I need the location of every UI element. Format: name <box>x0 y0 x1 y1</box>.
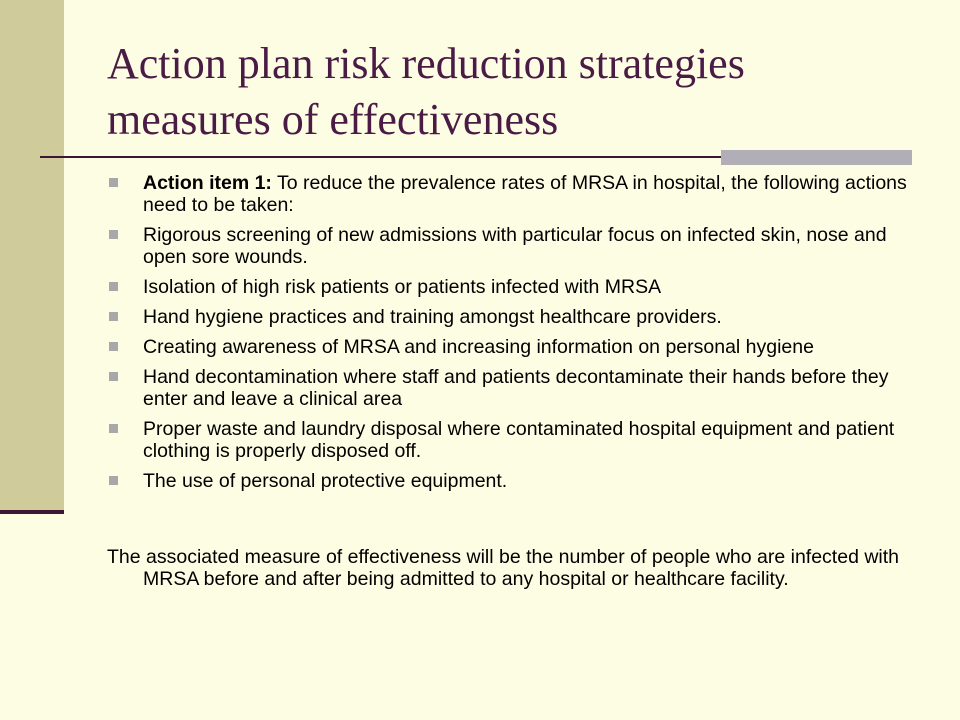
bullet-item <box>107 418 907 462</box>
square-bullet-icon <box>109 372 118 381</box>
square-bullet-icon <box>109 230 118 239</box>
bullet-item <box>107 224 907 268</box>
square-bullet-icon <box>109 476 118 485</box>
bullet-item <box>107 172 907 216</box>
bullet-item <box>107 306 907 328</box>
square-bullet-icon <box>109 282 118 291</box>
left-band-rule <box>0 510 64 514</box>
slide-title <box>107 36 927 148</box>
square-bullet-icon <box>109 312 118 321</box>
square-bullet-icon <box>109 424 118 433</box>
bullet-item-text: Hand decontamination where staff and patients decontaminate their hands before they enter and leave a clinical area <box>143 366 889 410</box>
bullet-item <box>107 276 907 298</box>
bullet-item <box>107 336 907 358</box>
bullet-item-text: The use of personal protective equipment. <box>143 470 508 492</box>
bullet-item-text: Isolation of high risk patients or patients infected with MRSA <box>143 276 662 298</box>
bullet-list <box>107 172 907 500</box>
bullet-item-text: Hand hygiene practices and training amongst healthcare providers. <box>143 306 722 328</box>
square-bullet-icon <box>109 342 118 351</box>
bullet-item-bold-label: Action item 1: <box>143 172 272 194</box>
measure-of-effectiveness-paragraph: The associated measure of effectiveness will be the number of people who are infected with MRSA before and after being admitted to any hospital or healthcare facility. <box>107 546 900 590</box>
bullet-item-text: Creating awareness of MRSA and increasing information on personal hygiene <box>143 336 814 358</box>
title-accent-bar <box>721 150 912 165</box>
bullet-item-text: To reduce the prevalence rates of MRSA in hospital, the following actions need to be taken: <box>143 172 907 216</box>
slide-title-line-1: Action plan risk reduction strategies <box>107 39 745 88</box>
slide-title-line-2: measures of effectiveness <box>107 95 559 144</box>
bullet-item <box>107 366 907 410</box>
left-decorative-band <box>0 0 64 510</box>
square-bullet-icon <box>109 178 118 187</box>
bullet-item-text: Proper waste and laundry disposal where contaminated hospital equipment and patient clothing is properly disposed off. <box>143 418 895 462</box>
bullet-item <box>107 470 907 492</box>
bullet-item-text: Rigorous screening of new admissions with particular focus on infected skin, nose and open sore wounds. <box>143 224 887 268</box>
